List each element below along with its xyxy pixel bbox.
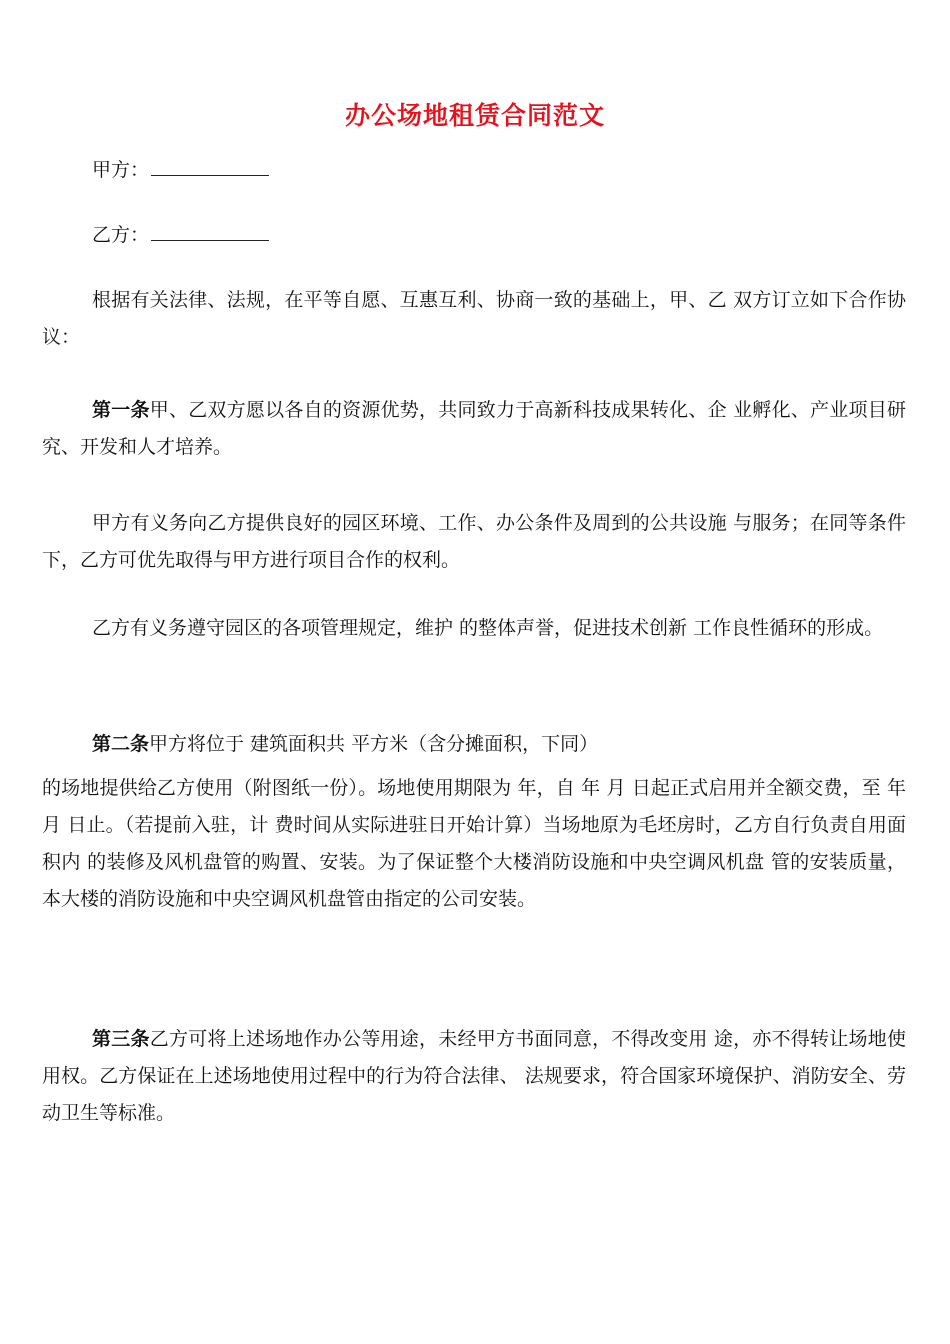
article-1 [42,392,906,466]
article-2-line1: 甲方将位于 建筑面积共 平方米（含分摊面积，下同） [149,733,599,755]
article-3 [42,1021,906,1132]
party-a-blank [151,155,269,176]
article-2-heading: 第二条 [92,733,150,755]
article-1-text: 甲、乙双方愿以各自的资源优势，共同致力于高新科技成果转化、企 业孵化、产业项目研究、开发和人才培养。 [42,399,906,458]
party-b-line [92,220,269,250]
document-title: 办公场地租赁合同范文 [344,101,605,130]
intro-paragraph: 根据有关法律、法规，在平等自愿、互惠互利、协商一致的基础上，甲、乙 双方订立如下合作协议： [42,289,906,348]
party-b-blank [151,220,269,241]
party-a-line [92,155,269,185]
article-3-heading: 第三条 [92,1028,150,1050]
party-a-label: 甲方： [92,159,150,181]
article-2-first-line [42,726,906,763]
party-a-duty-paragraph: 甲方有义务向乙方提供良好的园区环境、工作、办公条件及周到的公共设施 与服务；在同等条件下，乙方可优先取得与甲方进行项目合作的权利。 [42,512,906,571]
article-1-heading: 第一条 [92,399,150,421]
party-b-label: 乙方： [92,224,150,246]
article-3-text: 乙方可将上述场地作办公等用途，未经甲方书面同意，不得改变用 途，亦不得转让场地使用权。乙方保证在上述场地使用过程中的行为符合法律、 法规要求，符合国家环境保护、消防安全、劳动卫生等标准。 [42,1028,906,1124]
article-2-body: 的场地提供给乙方使用（附图纸一份）。场地使用期限为 年，自 年 月 日起正式启用并全额交费，至 年 月 日止。（若提前入驻，计 费时间从实际进驻日开始计算）当场地原为毛坯房时，乙方自行负责自用面积内 的装修及风机盘管的购置、安装。为了保证整个大楼消防设施和中央空调风机盘 管的安装质量，本大楼的消防设施和中央空调风机盘管由指定的公司安装。 [42,777,906,910]
party-b-duty-paragraph: 乙方有义务遵守园区的各项管理规定，维护 的整体声誉，促进技术创新 工作良性循环的形成。 [92,617,884,639]
